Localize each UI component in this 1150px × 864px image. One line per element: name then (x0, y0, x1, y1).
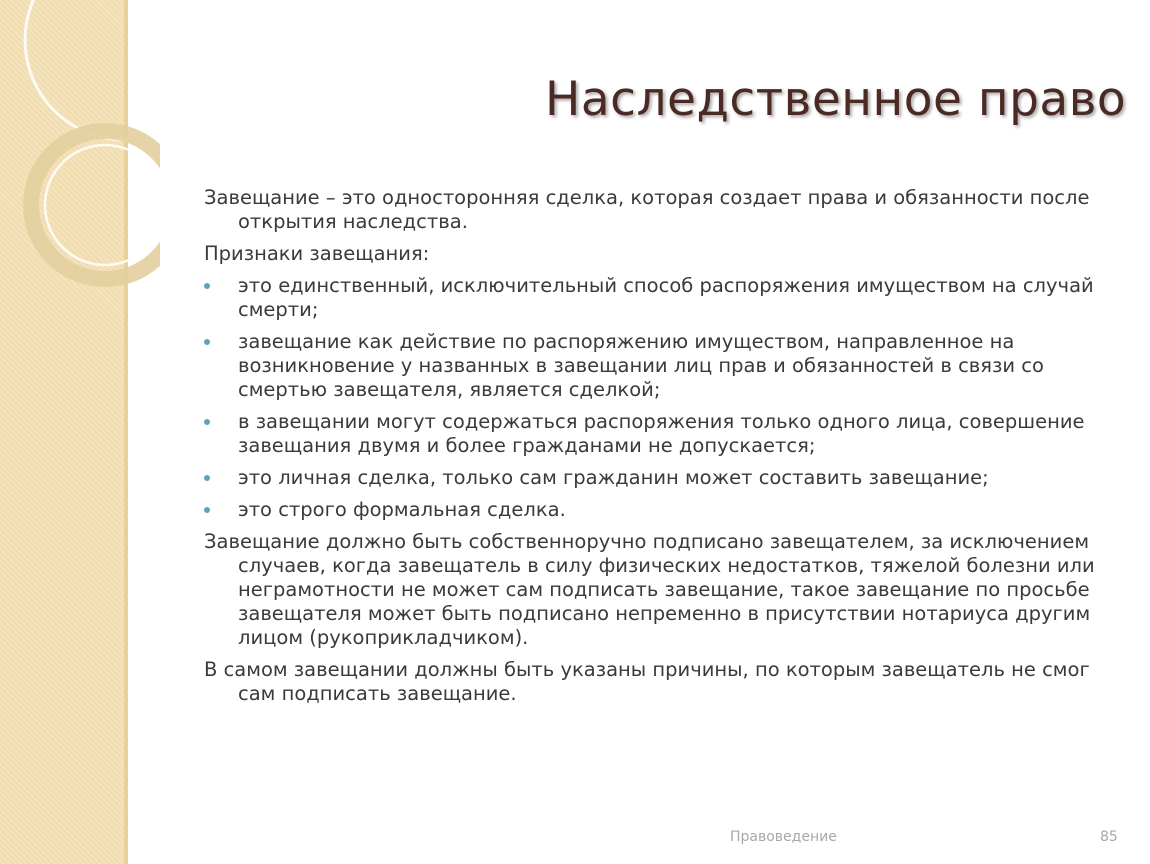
bullet-text: это строго формальная сделка. (238, 498, 566, 521)
bullet-item (204, 466, 1124, 490)
bullet-dot-icon (204, 283, 210, 289)
bullet-text: завещание как действие по распоряжению имуществом, направленное на возникновение у названных в завещании лиц прав и обязанностей в связи со смертью завещателя, является сделкой; (238, 330, 1044, 401)
bullet-text: это единственный, исключительный способ распоряжения имуществом на случай смерти; (238, 274, 1094, 321)
bullet-dot-icon (204, 507, 210, 513)
bullet-dot-icon (204, 475, 210, 481)
page-number: 85 (1100, 829, 1118, 845)
bullet-text: это личная сделка, только сам гражданин может составить завещание; (238, 466, 989, 489)
signature-paragraph: Завещание должно быть собственноручно подписано завещателем, за исключением случаев, когда завещатель в силу физических недостатков, тяжелой болезни или неграмотности не может сам подписать завещание, такое завещание по просьбе завещателя может быть подписано непременно в присутствии нотариуса другим лицом (рукоприкладчиком). (204, 530, 1095, 649)
bullet-item (204, 274, 1124, 322)
bullet-item (204, 498, 1124, 522)
bullet-item (204, 410, 1124, 458)
slide-title: Наследственное право (545, 72, 1127, 127)
slide-content (204, 186, 1124, 714)
bullet-item (204, 330, 1124, 402)
reasons-paragraph: В самом завещании должны быть указаны причины, по которым завещатель не смог сам подписать завещание. (204, 658, 1090, 705)
decorative-rings (0, 0, 160, 300)
bullet-dot-icon (204, 419, 210, 425)
definition-paragraph: Завещание – это односторонняя сделка, которая создает права и обязанности после открытия наследства. (204, 186, 1090, 233)
bullet-text: в завещании могут содержаться распоряжения только одного лица, совершение завещания двумя и более гражданами не допускается; (238, 410, 1085, 457)
footer-subject: Правоведение (730, 829, 837, 845)
bullet-dot-icon (204, 339, 210, 345)
features-heading: Признаки завещания: (204, 242, 430, 265)
